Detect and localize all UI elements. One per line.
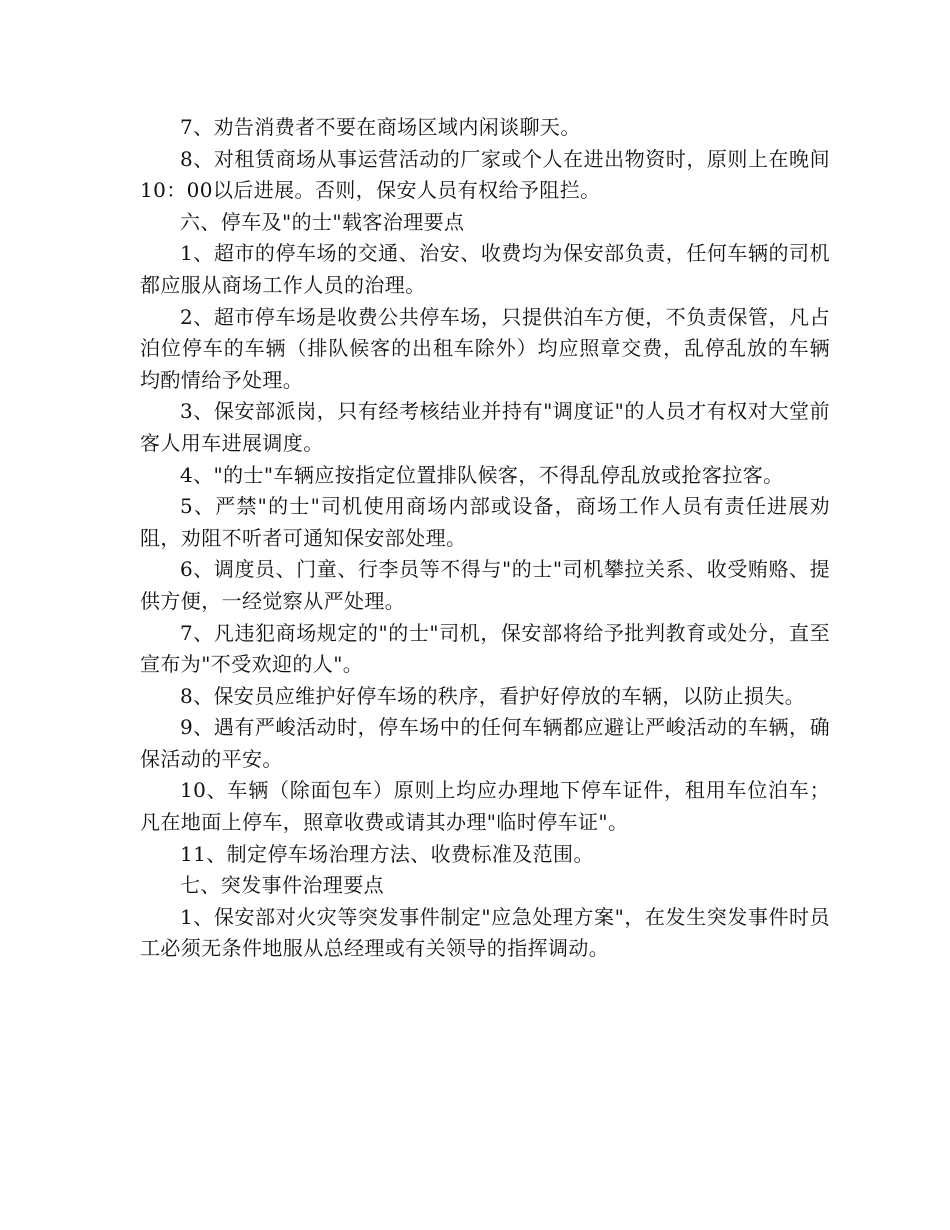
- paragraph-1: 7、劝告消费者不要在商场区域内闲谈聊天。: [180, 115, 581, 139]
- paragraph-3: 1、超市的停车场的交通、治安、收费均为保安部负责，任何车辆的司机都应服从商场工作人员的治理。: [140, 241, 830, 297]
- paragraph-7: 5、严禁"的士"司机使用商场内部或设备，商场工作人员有责任进展劝阻，劝阻不听者可通知保安部处理。: [140, 494, 830, 550]
- paragraph-9: 7、凡违犯商场规定的"的士"司机，保安部将给予批判教育或处分，直至宣布为"不受欢迎的人"。: [140, 620, 830, 677]
- paragraph-5: 3、保安部派岗，只有经考核结业并持有"调度证"的人员才有权对大堂前客人用车进展调度。: [140, 399, 830, 455]
- paragraph-11: 9、遇有严峻活动时，停车场中的任何车辆都应避让严峻活动的车辆，确保活动的平安。: [140, 715, 830, 771]
- section-heading-6: 六、停车及"的士"载客治理要点: [180, 209, 465, 234]
- document-page: [140, 112, 830, 965]
- paragraph-2: 8、对租赁商场从事运营活动的厂家或个人在进出物资时，原则上在晚间10：00以后进展。否则，保安人员有权给予阻拦。: [140, 146, 830, 203]
- paragraph-10: 8、保安员应维护好停车场的秩序，看护好停放的车辆，以防止损失。: [180, 683, 806, 708]
- paragraph-6: 4、"的士"车辆应按指定位置排队候客，不得乱停乱放或抢客拉客。: [180, 462, 784, 487]
- paragraph-8: 6、调度员、门童、行李员等不得与"的士"司机攀拉关系、收受贿赂、提供方便，一经觉察从严处理。: [140, 557, 830, 613]
- section-heading-7: 七、突发事件治理要点: [180, 873, 384, 898]
- paragraph-12: 10、车辆（除面包车）原则上均应办理地下停车证件，租用车位泊车；凡在地面上停车，照章收费或请其办理"临时停车证"。: [140, 778, 830, 835]
- paragraph-14: 1、保安部对火灾等突发事件制定"应急处理方案"，在发生突发事件时员工必须无条件地服从总经理或有关领导的指挥调动。: [140, 904, 830, 961]
- paragraph-13: 11、制定停车场治理方法、收费标准及范围。: [180, 841, 594, 866]
- paragraph-4: 2、超市停车场是收费公共停车场，只提供泊车方便，不负责保管，凡占泊位停车的车辆（排队候客的出租车除外）均应照章交费，乱停乱放的车辆均酌情给予处理。: [140, 304, 830, 392]
